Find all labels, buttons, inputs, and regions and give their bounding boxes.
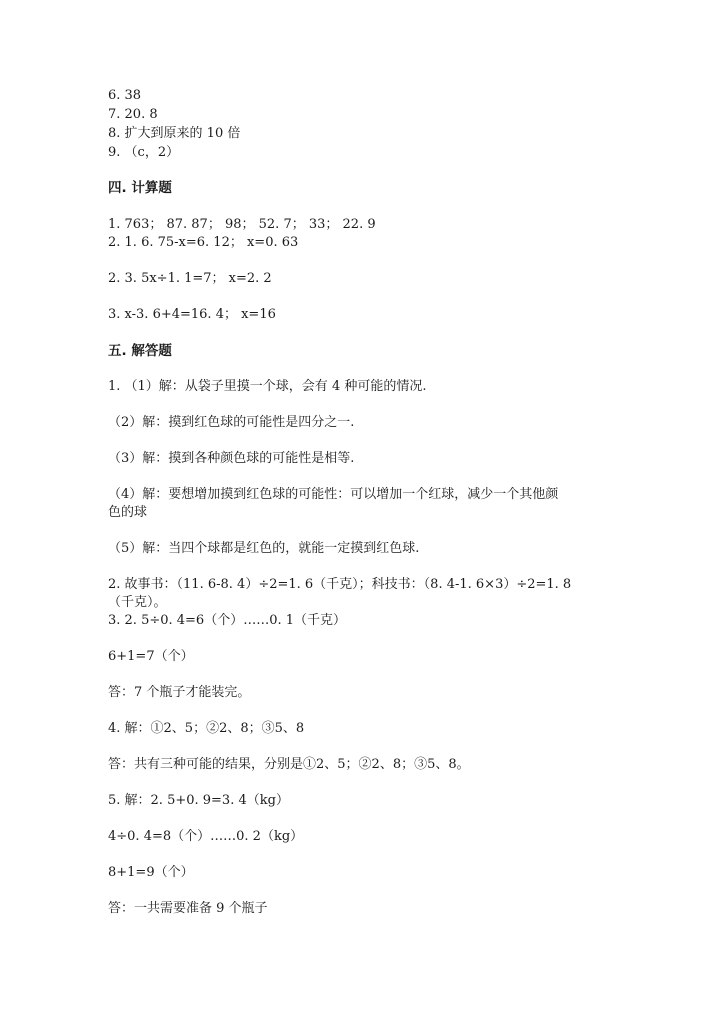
answer-line: 2. 3. 5x÷1. 1=7； x=2. 2 (108, 271, 272, 286)
answer-line: 答：7 个瓶子才能装完。 (108, 685, 251, 700)
answer-line: 5. 解：2. 5+0. 9=3. 4（kg） (108, 793, 289, 808)
answer-line: 6. 38 (108, 88, 142, 103)
answer-line: 8+1=9（个） (108, 865, 194, 880)
answer-line: 答：共有三种可能的结果，分别是①2、5；②2、8；③5、8。 (108, 757, 470, 772)
answer-line: （2）解：摸到红色球的可能性是四分之一. (108, 415, 355, 430)
answer-line: 9. （c，2） (108, 145, 180, 160)
answer-line: 色的球 (108, 505, 148, 520)
answer-line: 4÷0. 4=8（个）……0. 2（kg） (108, 829, 304, 844)
answer-line: （3）解：摸到各种颜色球的可能性是相等. (108, 451, 355, 466)
section-heading-problems: 五. 解答题 (108, 343, 172, 359)
answer-line: 3. x-3. 6+4=16. 4； x=16 (108, 307, 276, 322)
section-heading-calculation: 四. 计算题 (108, 180, 172, 196)
answer-line: 1. 763； 87. 87； 98； 52. 7； 33； 22. 9 (108, 217, 376, 232)
answer-line: （千克）。 (108, 595, 167, 610)
answer-line: 8. 扩大到原来的 10 倍 (108, 126, 241, 141)
answer-line: 2. 1. 6. 75-x=6. 12； x=0. 63 (108, 235, 299, 250)
answer-line: 答：一共需要准备 9 个瓶子 (108, 901, 268, 916)
answer-line: 3. 2. 5÷0. 4=6（个）……0. 1（千克） (108, 613, 347, 628)
answer-line: 2. 故事书：（11. 6-8. 4）÷2=1. 6（千克）；科技书：（8. 4-1. 6×3）÷2=1. 8 (108, 577, 572, 592)
answer-line: （4）解：要想增加摸到红色球的可能性：可以增加一个红球，减少一个其他颜 (108, 487, 559, 502)
answer-line: （5）解：当四个球都是红色的，就能一定摸到红色球. (108, 541, 420, 556)
answer-line: 4. 解：①2、5；②2、8；③5、8 (108, 721, 305, 736)
answer-line: 1. （1）解：从袋子里摸一个球，会有 4 种可能的情况. (108, 379, 427, 394)
answer-line: 7. 20. 8 (108, 107, 158, 122)
answer-line: 6+1=7（个） (108, 649, 194, 664)
